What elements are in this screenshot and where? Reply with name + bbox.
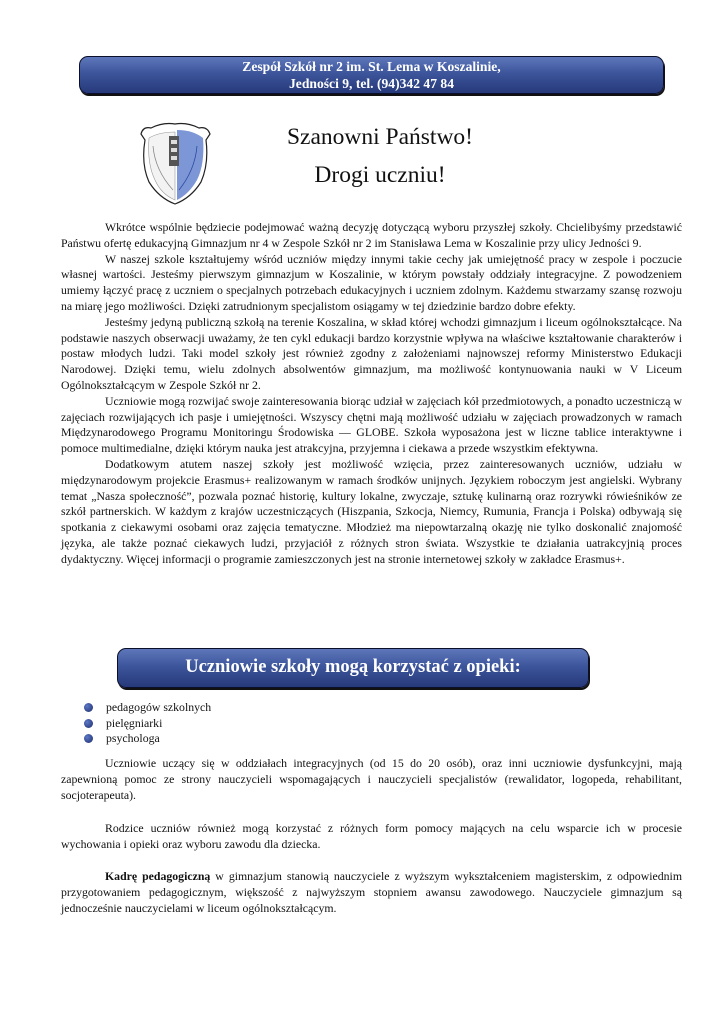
intro-paragraph-4: Uczniowie mogą rozwijać swoje zainteresowania biorąc udział w zajęciach kół przedmiotowych, a ponadto uczestniczą w zajęciach rozwijających ich pasje i umiejętności. Wszyscy chętni mają możliwość udziału w zajęciach prowadzonych w ramach Międzynarodowego Programu Monitoringu Środowiska — GLOBE. Szkoła wyposażona jest w liczne tablice interaktywne i pomoce multimedialne, dzięki którym nauka jest atrakcyjna, przyjemna i ciekawa a przede wszystkim efektywna. bbox=[61, 393, 682, 456]
bullet-icon bbox=[84, 719, 93, 728]
school-crest-logo bbox=[133, 120, 218, 206]
intro-text bbox=[61, 220, 682, 568]
list-item: pielęgniarki bbox=[84, 716, 211, 732]
parents-paragraph: Rodzice uczniów również mogą korzystać z różnych form pomocy mających na celu wsparcie ich w procesie wychowania i opieki oraz wyboru zawodu dla dziecka. bbox=[61, 821, 682, 851]
staff-heading: Kadrę pedagogiczną bbox=[105, 869, 211, 883]
bullet-icon bbox=[84, 703, 93, 712]
care-list bbox=[84, 700, 211, 747]
greeting-line-1: Szanowni Państwo! bbox=[286, 124, 474, 150]
school-address: Jedności 9, tel. (94)342 47 84 bbox=[289, 75, 454, 91]
support-text bbox=[61, 756, 682, 803]
staff-paragraph bbox=[61, 869, 682, 916]
care-section-title: Uczniowie szkoły mogą korzystać z opieki: bbox=[117, 648, 589, 688]
staff-text bbox=[61, 869, 682, 916]
staff-body: w gimnazjum stanowią nauczyciele z wyższym wykształceniem magisterskim, z odpowiednim przygotowaniem pedagogicznym, większość z najwyższym stopniem awansu zawodowego. Nauczyciele gimnazjum są jednocześnie nauczycielami w liceum ogólnokształcącym. bbox=[61, 869, 682, 915]
intro-paragraph-1: Wkrótce wspólnie będziecie podejmować ważną decyzję dotyczącą wyboru przyszłej szkoły. Chcielibyśmy przedstawić Państwu ofertę edukacyjną Gimnazjum nr 4 w Zespole Szkół nr 2 im Stanisława Lema w Koszalinie przy ulicy Jedności 9. bbox=[61, 220, 682, 250]
list-item: pedagogów szkolnych bbox=[84, 700, 211, 716]
intro-paragraph-5: Dodatkowym atutem naszej szkoły jest możliwość wzięcia, przez zainteresowanych uczniów, udziału w międzynarodowym projekcie Erasmus+ realizowanym w ramach środków unijnych. Językiem roboczym jest angielski. Wybrany temat „Nasza społeczność”, pozwala poznać historię, kultury lokalne, zwyczaje, sztukę kulinarną oraz rozrywki rówieśników ze szkół partnerskich. W każdym z krajów uczestniczących (Hiszpania, Szkocja, Niemcy, Rumunia, Francja i Polska) odbywają się spotkania z ciekawymi osobami oraz zajęcia tematyczne. Młodzież ma niepowtarzalną okazję nie tylko doskonalić znajomość języka, ale także poznać ciekawych ludzi, przyjaciół z różnych stron świata. Wszystkie te działania uatrakcyjnią proces dydaktyczny. Więcej informacji o programie zamieszczonych jest na stronie internetowej szkoły w zakładce Erasmus+. bbox=[61, 456, 682, 566]
support-paragraph: Uczniowie uczący się w oddziałach integracyjnych (od 15 do 20 osób), oraz inni uczniowie dysfunkcyjni, mają zapewnioną pomoc ze strony nauczycieli wspomagających i nauczycieli specjalistów (rewalidator, logopeda, rehabilitant, socjoterapeuta). bbox=[61, 756, 682, 802]
intro-paragraph-2: W naszej szkole kształtujemy wśród uczniów między innymi takie cechy jak umiejętność pracy w zespole i poczucie własnej wartości. Jesteśmy pierwszym gimnazjum w Koszalinie, w którym powstały oddziały integracyjne. Z powodzeniem umiemy łączyć pracę z uczniem o specjalnych potrzebach edukacyjnych i uczniem zdolnym. Każdemu stwarzamy szansę rozwoju na miarę jego możliwości. Dzięki zatrudnionym specjalistom osiągamy w tej dziedzinie bardzo dobre efekty. bbox=[61, 251, 682, 313]
intro-paragraph-3: Jesteśmy jedyną publiczną szkołą na terenie Koszalina, w skład której wchodzi gimnazjum i liceum ogólnokształcące. Na podstawie naszych obserwacji uważamy, że ten cykl edukacji bardzo korzystnie wpływa na właściwe kształtowanie charakterów i postaw młodych ludzi. Taki model szkoły jest również zgodny z założeniami najnowszej reformy Ministerstwo Edukacji Narodowej. Dzięki temu, wielu zdolnych absolwentów gimnazjum, ma możliwość kontynuowania nauki w V Liceum Ogólnokształcącym w Zespole Szkół nr 2. bbox=[61, 314, 682, 392]
list-item: psychologa bbox=[84, 731, 211, 747]
school-name: Zespół Szkół nr 2 im. St. Lema w Koszalinie, bbox=[242, 59, 501, 74]
bullet-icon bbox=[84, 734, 93, 743]
parents-text bbox=[61, 821, 682, 853]
school-header-banner bbox=[79, 56, 664, 94]
greeting-line-2: Drogi uczniu! bbox=[314, 162, 446, 188]
